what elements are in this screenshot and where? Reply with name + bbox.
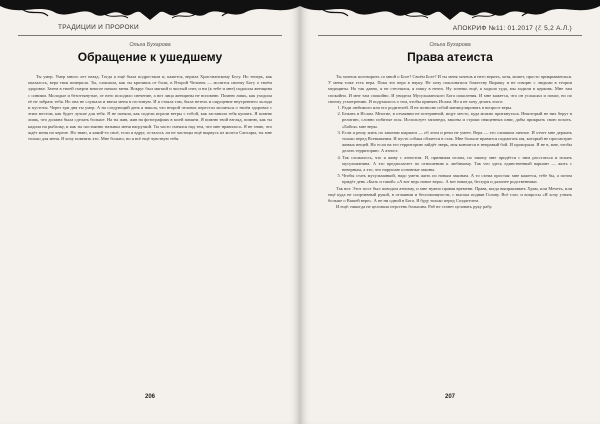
page-number: 206 [144,394,155,400]
list-item: 3. Если я решу жить по законам шариата — об этом и речи не умеет. Вера — это слишком личное. И отчет мне держать только перед Всевышним. И пусть собака облается в стак. Мне больше нравится подмогать им, который не просмотрит живых вещей. Но если на его территорию зайдёт зверь, моя кончится в неправый бой. И проигрыш. Я не в, мне, чтобы делать территорию. А атеист. [342,130,572,155]
running-head: АПОКРИФ №11: 01.2017 (ℰ 5,2 А.Л.) [318,24,582,36]
right-page [300,0,600,424]
list-item: 1. Ради любимого или его родителей. Я не позволю собой манипулировать в вопросе веры. [342,105,572,111]
paragraph: Ты хочешь поговорить со мной о Боге? Своём Боге? И ты меня хочешь в него верить, хотя, может, просто прикрываешься. У меня тоже есть вера. Пока это вера в науку. Не хочу поклоняться божеству Вирашу и не говорю с людьми в теории медицины. Но так давно, я не стеснялся, я пишу в нечто. Ну хочешь ещё, я ходила туда, мы ходили в церковь. Мне там спокойно. И мне там спокойно. И увидела Мусульманского Бога поколения. И мне кажется, что он услышал и помог, но по своему усмотрению. И подумалось о том, чтобы принять Ислам. Но я не хочу делать этого: [328,74,572,104]
list-item: 4. Так сложилось, что я живу с атеистом. И, принимая ислам, по закону мне придётся с ним расстаться и искать мусульманина. А это предполагает по отношению к любимому. Так что здесь единственный вариант — жить с неверным, а это, что нарушаю основные законы. [342,155,572,174]
ornament-header-right [300,0,600,22]
article-title: Права атеиста [407,50,493,64]
paragraph: И ещё: никогда не целовала перстень большим. Раб не станет целовать руку рабу. [336,204,493,210]
running-head: ТРАДИЦИИ И ПРОРОКИ [18,24,282,36]
paragraph: Так вот. Этот пост был поводом атеизму, и мне нужно правая времени. Права, когда выпрашивать Храм, или Мечеть, или ещё куда не спортивный рукой, в отчаянии и беспомощности, с высока подняв Голову. Всё глаз. и вопросы «Я хочу узнать больше о Вашей вере». А не ни одной в Бога. Я буду только перед Создателем. [328,185,572,204]
article-title: Обращение к ушедшему [77,50,223,64]
ornament-header-left [0,0,300,22]
paragraph: Ты умер. Умер много лет назад. Тогда я ещё была подростком и, кажется, верила Христианскому Богу. Но теперь, как оказалось, вера твоя померкла. Ты, слышала, как ты кричишь от боли, в Второй Человек — молится своему Богу о твоём здоровье. Затем в твоей смерти многое начало меня. Вокруг был мягкий и чистый снег, и ни (к тебе и мне) подошла женщина с синими. Молодые и безоттянутые, от него исходило свечение, а вот лица женщины не вспомню. Помню лишь, как уходила её не забрать тебя. Но она не слушала и ввела меня в гостиную. И я стояла там, была нетель и ощущение внутреннего холода и пустоты. Через три дня ты умер. А на следующий день я нашла, что второй человек перестал молиться о твоём здоровье с этим местом, как будет лучше для тебя. Я не поняла, как сидели играли ветры с тобой, как заставила тебя кушать. Я помню лишь, что должна была сделать больше. На ты жив, жив на фотографиях в моей памяти. Я помню твой взгляд, помню, как ты кадила на рыбалку, и как ты постоянно называл меня нагрузкой. Ты часто смеялся над тем, что мне нравилось. Я не знаю, что ждёт меня на черепе. Но знаю, я какой-то своё, если я вдруг, осталось ли не частицы ещё вырвусь из колеса Сансары, ты мне только для меня. Я хочу помнить это. Мне больно, но я всё ещё чувствую тебя. [28,74,272,142]
page-number: 207 [444,394,455,400]
list-item: 5. Чтобы стать мусульманкой, надо уметь жить по новым законам. А то схема простая: мне кажется, тебе бы, а потом придёт день «Быть и такой» «А вот ведь новое вера». А вот никогда, беседуя и дальнее родственники. [342,173,572,185]
article-author: Ольга Бухарова [129,42,171,48]
article-body [28,74,272,142]
article-body [328,74,572,210]
numbered-list [342,105,572,186]
list-item: 2. Бежать в Ислам. Многие, в отчаянии не потерянной, ищут место, куда можно приткнуться. Некоторый не них берут в религию, словно побитые псы. Использует заповеди, законы и строки священных книг, дабы прикрыть свою похоть. «Бойся» мне веры. [342,111,572,130]
article-author: Ольга Бухарова [429,42,471,48]
